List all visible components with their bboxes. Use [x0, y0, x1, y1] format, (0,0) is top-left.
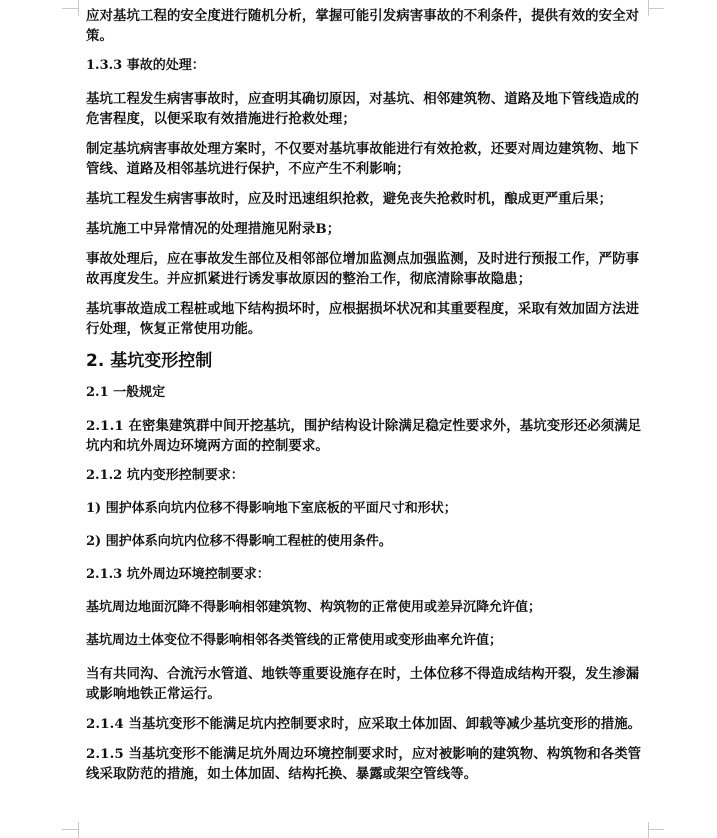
paragraph-appendix-b: 基坑施工中异常情况的处理措施见附录B；: [86, 221, 341, 237]
section-2-1-title: 2.1 一般规定: [86, 385, 166, 400]
paragraph-ground-settlement: 基坑周边地面沉降不得影响相邻建筑物、构筑物的正常使用或差异沉降允许值；: [86, 600, 542, 615]
paragraph-reinforcement: 基坑事故造成工程桩或地下结构损坏时，应根据损坏状况和其重要程度，采取有效加固方法进行处理，恢复正常使用功能。: [86, 301, 640, 337]
paragraph-2-1-1: 2.1.1 在密集建筑群中间开挖基坑，围护结构设计除满足稳定性要求外，基坑变形还必须满足坑内和坑外周边环境两方面的控制要求。: [86, 418, 642, 454]
paragraph-important-facilities: 当有共同沟、合流污水管道、地铁等重要设施存在时，土体位移不得造成结构开裂，发生渗漏或影响地铁正常运行。: [86, 666, 640, 702]
paragraph-monitoring: 事故处理后，应在事故发生部位及相邻部位增加监测点加强监测，及时进行预报工作，严防事故再度发生。并应抓紧进行诱发事故原因的整治工作，彻底清除事故隐患；: [86, 251, 640, 287]
document-body: [86, 6, 646, 794]
paragraph-soil-displacement: 基坑周边土体变位不得影响相邻各类管线的正常使用或变形曲率允许值；: [86, 633, 503, 648]
crop-mark-bottom-right-h: [648, 829, 664, 830]
section-2-heading: 2. 基坑变形控制: [86, 351, 213, 371]
paragraph-treatment-plan: 制定基坑病害事故处理方案时，不仅要对基坑事故能进行有效抢救，还要对周边建筑物、地下管线、道路及相邻基坑进行保护，不应产生不利影响；: [86, 141, 640, 177]
crop-mark-bottom-left-h: [62, 829, 78, 830]
section-1-3-3-title: 1.3.3 事故的处理：: [86, 58, 205, 73]
crop-mark-top-right-h: [648, 8, 664, 9]
section-2-1-3-title: 2.1.3 坑外周边环境控制要求：: [86, 567, 270, 582]
crop-mark-top-right-v: [648, 0, 649, 16]
crop-mark-top-left-v: [78, 0, 79, 16]
paragraph-2-1-4: 2.1.4 当基坑变形不能满足坑内控制要求时，应采取土体加固、卸载等减少基坑变形的措施。: [86, 716, 642, 732]
crop-mark-top-left-h: [62, 8, 78, 9]
paragraph-rescue: 基坑工程发生病害事故时，应及时迅速组织抢救，避免丧失抢救时机，酿成更严重后果；: [86, 191, 613, 207]
crop-mark-bottom-right-v: [648, 822, 649, 838]
list-item-2: 2) 围护体系向坑内位移不得影响工程桩的使用条件。: [86, 534, 392, 549]
paragraph-safety-analysis: 应对基坑工程的安全度进行随机分析，掌握可能引发病害事故的不利条件，提供有效的安全对策。: [86, 8, 640, 44]
section-2-1-2-title: 2.1.2 坑内变形控制要求：: [86, 468, 244, 483]
list-item-1: 1) 围护体系向坑内位移不得影响地下室底板的平面尺寸和形状；: [86, 501, 457, 516]
paragraph-2-1-5: 2.1.5 当基坑变形不能满足坑外周边环境控制要求时，应对被影响的建筑物、构筑物和各类管线采取防范的措施，如土体加固、结构托换、暴露或架空管线等。: [86, 746, 642, 782]
crop-mark-bottom-left-v: [78, 822, 79, 838]
paragraph-accident-cause: 基坑工程发生病害事故时，应查明其确切原因，对基坑、相邻建筑物、道路及地下管线造成的危害程度，以便采取有效措施进行抢救处理；: [86, 91, 640, 127]
